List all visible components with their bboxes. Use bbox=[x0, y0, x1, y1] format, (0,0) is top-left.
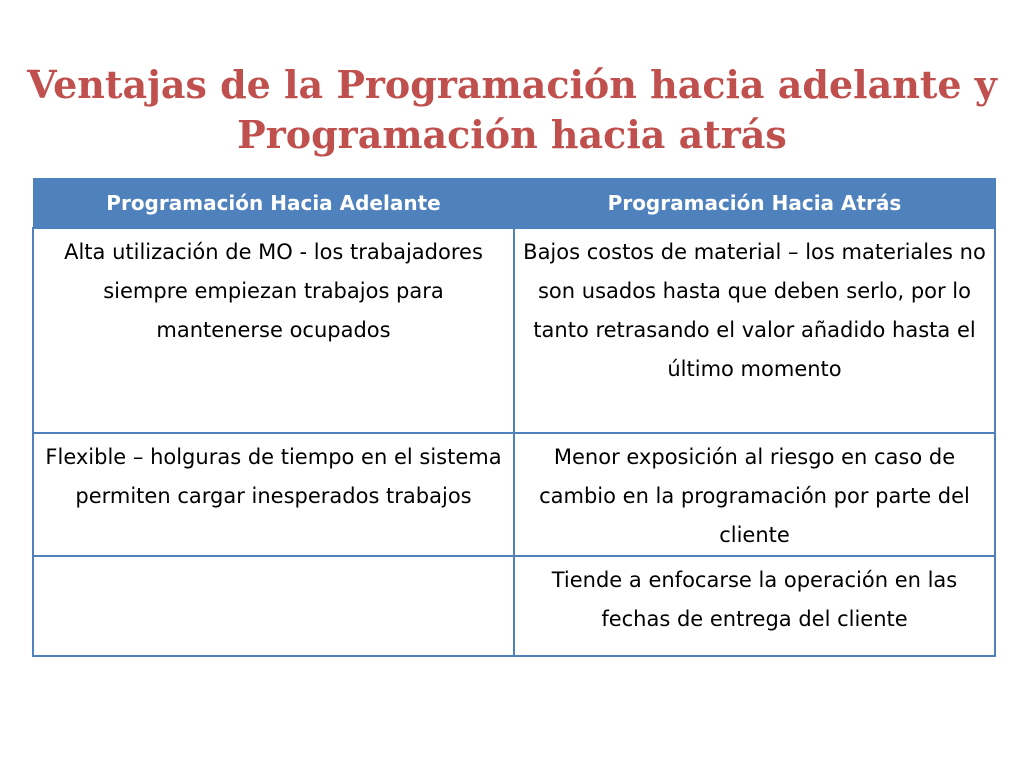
table-row bbox=[33, 556, 995, 656]
table-cell: Alta utilización de MO - los trabajadores siempre empiezan trabajos para mantenerse ocupados bbox=[33, 228, 514, 433]
slide-title-line-2: Programación hacia atrás bbox=[237, 112, 787, 157]
header-backward-scheduling: Programación Hacia Atrás bbox=[514, 179, 995, 229]
slide-title-line-1: Ventajas de la Programación hacia adelante y bbox=[27, 62, 997, 107]
table-row bbox=[33, 228, 995, 433]
table-cell: Flexible – holguras de tiempo en el sistema permiten cargar inesperados trabajos bbox=[33, 433, 514, 556]
table-cell: Bajos costos de material – los materiales no son usados hasta que deben serlo, por lo tanto retrasando el valor añadido hasta el último momento bbox=[514, 228, 995, 433]
table-cell: Tiende a enfocarse la operación en las fechas de entrega del cliente bbox=[514, 556, 995, 656]
table-row bbox=[33, 433, 995, 556]
slide-title bbox=[20, 60, 1004, 160]
table-cell: Menor exposición al riesgo en caso de cambio en la programación por parte del cliente bbox=[514, 433, 995, 556]
table-cell-empty bbox=[33, 556, 514, 656]
table-header-row bbox=[33, 179, 995, 229]
header-forward-scheduling: Programación Hacia Adelante bbox=[33, 179, 514, 229]
comparison-table bbox=[32, 178, 996, 657]
